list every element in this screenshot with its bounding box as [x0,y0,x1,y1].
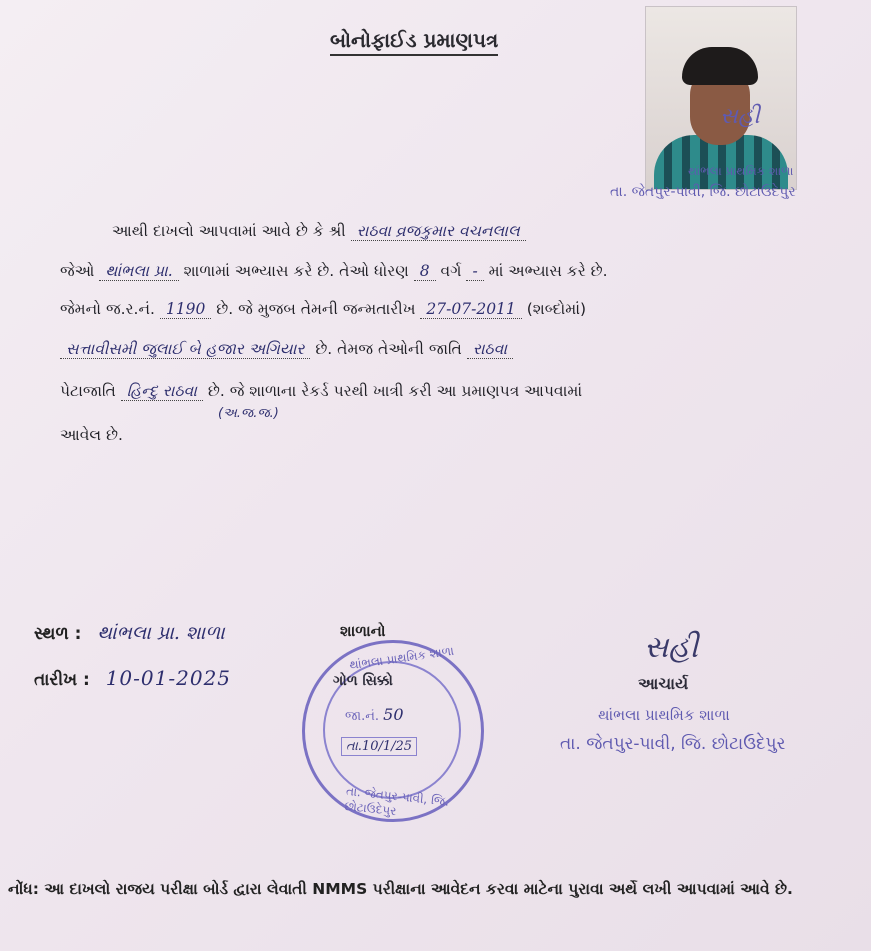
school-name: થાંભલા પ્રા. [99,262,178,281]
principal-role: આચાર્ય [638,674,689,693]
body-line-1 [112,222,831,241]
footer-note: નોંધ: આ દાખલો રાજય પરીક્ષા બોર્ડ દ્વારા લેવાતી NMMS પરીક્ષાના આવેદન કરવા માટેના પુરાવા અર્થે લખી આપવામાં આવે છે. [8,880,793,898]
gr-number: 1190 [160,300,211,319]
line4-mid: છે. તેમજ તેઓની જાતિ [315,340,462,358]
seal-text: ગોળ સિક્કો [333,673,393,689]
subcaste-note: (અ.જ.જ.) [218,406,279,421]
date-label: તારીખ : [34,670,90,690]
photo-stamp-school: થાંભલા પ્રાથમિક શાળા [688,164,794,178]
date-of-birth: 27-07-2011 [420,300,521,319]
photo-signature: સહી [720,104,760,129]
line5-prefix: પેટાજાતિ [60,382,116,400]
dob-in-words: સત્તાવીસમી જુલાઈ બે હજાર અગિયાર [60,340,310,359]
body-line-4 [60,340,831,359]
photo-attestation-stamp [600,104,870,204]
principal-stamp-school: થાંભલા પ્રાથમિક શાળા [598,706,730,724]
seal-number-label: જા.નં. [345,709,380,724]
line3-prefix: જેમનો જ.ર.નં. [60,300,155,318]
seal-number [345,705,404,724]
certificate-title: બોનોફાઈડ પ્રમાણપત્ર [330,28,498,56]
body-line-5 [60,382,831,401]
subcaste-value: હિન્દુ રાઠવા [121,382,203,401]
school-seal [302,640,484,822]
line2-varg: વર્ગ [440,262,462,280]
line2-prefix: જેઓ [60,262,95,280]
seal-date: તા.10/1/25 [341,737,417,756]
place-row [34,622,225,644]
seal-number-value: 50 [383,705,404,724]
line2-mid: શાળામાં અભ્યાસ કરે છે. તેઓ ધોરણ [183,262,409,280]
line3-suffix: (શબ્દોમાં) [526,300,587,318]
student-name: રાઠવા વ્રજકુમાર વચનલાલ [351,222,526,241]
date-value: 10-01-2025 [105,666,232,690]
line5-suffix: છે. જે શાળાના રેકર્ડ પરથી ખાત્રી કરી આ પ્રમાણપત્ર આપવામાં [207,382,583,400]
principal-stamp-address: તા. જેતપુર-પાવી, જિ. છોટાઉદેપુર [560,734,786,754]
photo-stamp-address: તા. જેતપુર-પાવી, જિ. છોટાઉદેપુર [610,184,796,200]
seal-ring-bottom: તા. જેતપુર-પાવી, જિ. છોટાઉદેપુર [343,783,450,819]
place-value: થાંભલા પ્રા. શાળા [97,622,225,644]
line2-suffix: માં અભ્યાસ કરે છે. [488,262,608,280]
body-line-2 [60,262,831,281]
body-line-3 [60,300,831,319]
standard-value: 8 [414,262,436,281]
caste-value: રાઠવા [467,340,513,359]
line3-mid: છે. જે મુજબ તેમની જન્મતારીખ [216,300,416,318]
division-value: - [466,262,483,281]
principal-signature: સહી [644,630,699,665]
seal-label: શાળાનો [340,622,386,640]
line1-prefix: આથી દાખલો આપવામાં આવે છે કે શ્રી [112,222,346,240]
place-label: સ્થળ : [34,624,82,644]
date-row [34,666,231,690]
seal-ring-top: થાંભલા પ્રાથમિક શાળા [348,643,455,673]
body-line-6: આવેલ છે. [60,426,123,444]
